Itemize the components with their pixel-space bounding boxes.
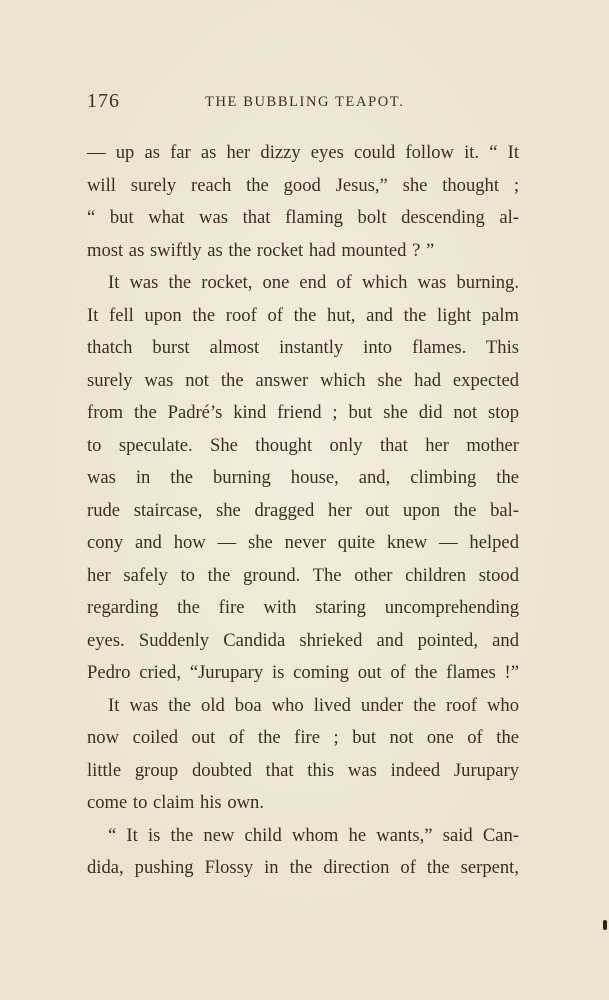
text-line: It was the old boa who lived under the roof who <box>108 694 519 716</box>
page-number: 176 <box>87 90 120 112</box>
text-line: surely was not the answer which she had expected <box>87 369 519 391</box>
text-line: “ but what was that flaming bolt descending al- <box>87 207 519 228</box>
text-line: little group doubted that this was indeed Jurupary <box>87 759 519 781</box>
text-line: cony and how — she never quite knew — helped <box>87 532 519 553</box>
text-line: eyes. Suddenly Candida shrieked and pointed, and <box>87 629 519 651</box>
text-line: from the Padré’s kind friend ; but she did not stop <box>87 402 519 423</box>
text-line: rude staircase, she dragged her out upon the bal- <box>87 499 519 521</box>
text-line: It was the rocket, one end of which was burning. <box>108 272 519 293</box>
text-line: Pedro cried, “Jurupary is coming out of the flames !” <box>87 662 519 683</box>
text-line: now coiled out of the fire ; but not one of the <box>87 727 519 748</box>
text-line: will surely reach the good Jesus,” she thought ; <box>87 174 519 196</box>
running-head <box>87 90 519 116</box>
text-line: to speculate. She thought only that her mother <box>87 434 519 456</box>
text-line: thatch burst almost instantly into flames. This <box>87 337 519 358</box>
text-line: “ It is the new child whom he wants,” said Can- <box>108 824 519 846</box>
body-text <box>87 137 519 885</box>
text-line: — up as far as her dizzy eyes could follow it. “ It <box>87 142 519 163</box>
text-line: dida, pushing Flossy in the direction of the serpent, <box>87 857 519 878</box>
page-edge-mark <box>603 920 607 930</box>
running-title: THE BUBBLING TEAPOT. <box>205 94 405 110</box>
text-line: was in the burning house, and, climbing the <box>87 467 519 488</box>
text-line: regarding the fire with staring uncomprehending <box>87 597 519 618</box>
text-line: her safely to the ground. The other children stood <box>87 564 519 586</box>
text-line: come to claim his own. <box>87 792 264 813</box>
text-line: It fell upon the roof of the hut, and the light palm <box>87 304 519 326</box>
text-line: most as swiftly as the rocket had mounted ? ” <box>87 239 435 261</box>
